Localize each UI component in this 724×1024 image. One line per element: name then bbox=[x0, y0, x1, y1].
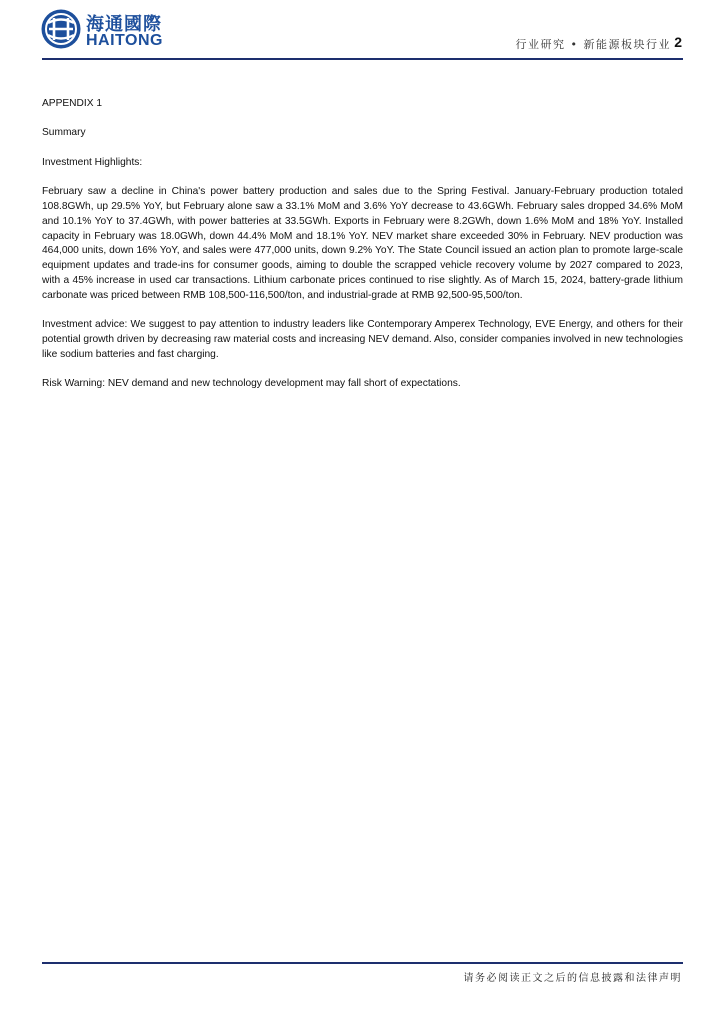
footer-disclaimer: 请务必阅读正文之后的信息披露和法律声明 bbox=[463, 973, 682, 984]
report-section-label: 行业研究 • 新能源板块行业 bbox=[515, 38, 671, 51]
advice-paragraph: Investment advice: We suggest to pay attention to industry leaders like Contemporary Amperex Technology, EVE Energy, and others for their potential growth driven by decreasing raw material costs and increasing NEV demand. Also, consider companies involved in new technologies like sodium batteries and fast charging. bbox=[42, 319, 683, 360]
appendix-title: APPENDIX 1 bbox=[42, 98, 103, 109]
page-body bbox=[42, 97, 683, 407]
header-divider bbox=[42, 58, 683, 60]
logo-chinese-name: 海通國際 bbox=[86, 14, 162, 35]
page-header bbox=[0, 0, 724, 62]
highlights-paragraph: February saw a decline in China's power battery production and sales due to the Spring Festival. January-February production totaled 108.8GWh, up 29.5% YoY, but February alone saw a 33.1% MoM and 3.6% YoY decrease to 43.6GWh. February sales dropped 34.6% MoM and 10.1% YoY to 37.4GWh, with power batteries at 33.5GWh. Exports in February were 8.2GWh, down 1.6% MoM and 18% YoY. Installed capacity in February was 18.0GWh, down 44.4% MoM and 18.1% YoY. NEV market share exceeded 30% in February. NEV production was 464,000 units, down 16% YoY, and sales were 477,000 units, down 9.2% YoY. The State Council issued an action plan to promote large-scale equipment updates and trade-ins for consumer goods, aiming to double the scrapped vehicle recovery volume by 2027 compared to 2023, with a 45% increase in used car transactions. Lithium carbonate prices continued to rise slightly. As of March 15, 2024, battery-grade lithium carbonate was priced between RMB 108,500-116,500/ton, and industrial-grade at RMB 92,500-95,500/ton. bbox=[42, 186, 683, 301]
highlights-heading: Investment Highlights: bbox=[42, 156, 143, 168]
footer-divider bbox=[42, 962, 683, 964]
risk-warning-paragraph: Risk Warning: NEV demand and new technology development may fall short of expectations. bbox=[42, 378, 461, 390]
haitong-logo bbox=[40, 8, 170, 52]
summary-heading: Summary bbox=[42, 127, 86, 139]
logo-english-name: HAITONG bbox=[86, 32, 163, 49]
page-number: 2 bbox=[674, 34, 682, 50]
haitong-logo-icon bbox=[40, 8, 82, 50]
